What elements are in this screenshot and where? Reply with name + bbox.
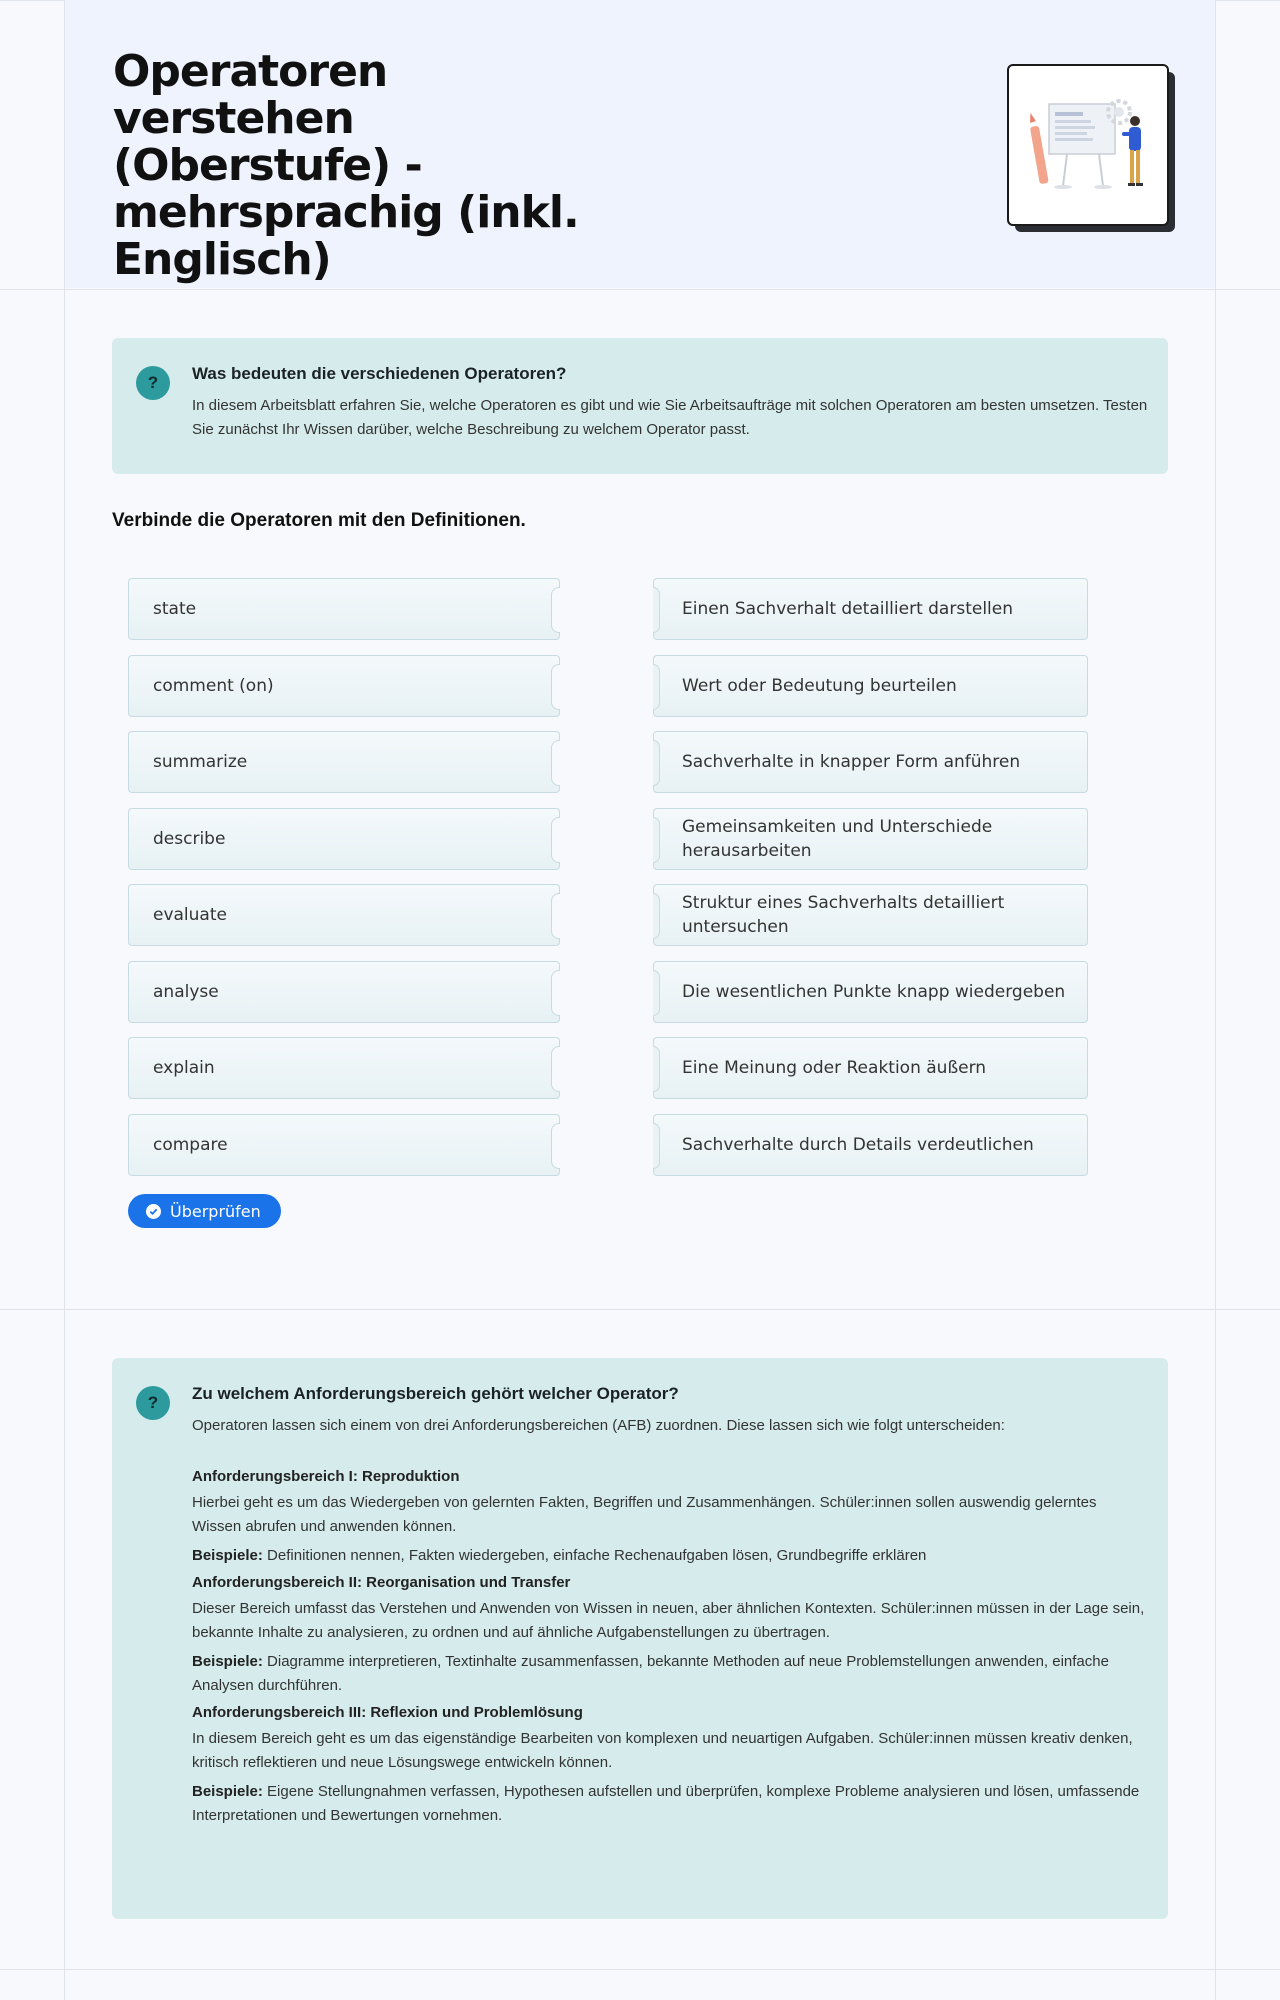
examples-label: Beispiele: (192, 1547, 263, 1564)
definition-card[interactable]: Die wesentlichen Punkte knapp wiedergeben (653, 961, 1088, 1023)
afb-section-title: Anforderungsbereich II: Reorganisation und Transfer (192, 1574, 571, 1591)
page-header (65, 0, 1215, 288)
definition-card[interactable]: Sachverhalte in knapper Form anführen (653, 731, 1088, 793)
definition-card[interactable]: Einen Sachverhalt detailliert darstellen (653, 578, 1088, 640)
intro-text: In diesem Arbeitsblatt erfahren Sie, welche Operatoren es gibt und wie Sie Arbeitsaufträge mit solchen Operatoren am besten umsetzen. Testen Sie zunächst Ihr Wissen darüber, welche Beschreibung zu welchem Operator passt. (192, 397, 1148, 438)
check-circle-icon (146, 1204, 161, 1219)
intro-title: Was bedeuten die verschiedenen Operatoren? (192, 364, 567, 383)
afb-section (192, 1574, 1148, 1698)
page-title: Operatoren verstehen (Oberstufe) - mehrsprachig (inkl. Englisch) (113, 46, 579, 285)
afb-section-examples (192, 1780, 1148, 1828)
afb-intro: Operatoren lassen sich einem von drei Anforderungsbereichen (AFB) zuordnen. Diese lassen sich wie folgt unterscheiden: (192, 1417, 1005, 1434)
definition-card[interactable]: Sachverhalte durch Details verdeutlichen (653, 1114, 1088, 1176)
afb-title: Zu welchem Anforderungsbereich gehört welcher Operator? (192, 1384, 679, 1403)
examples-label: Beispiele: (192, 1653, 263, 1670)
grid-line-left (64, 0, 65, 2000)
task-heading: Verbinde die Operatoren mit den Definitionen. (112, 510, 526, 531)
operator-card[interactable]: state (128, 578, 560, 640)
definition-card[interactable]: Struktur eines Sachverhalts detailliert untersuchen (653, 884, 1088, 946)
presentation-illustration (1007, 64, 1169, 226)
definition-card[interactable]: Gemeinsamkeiten und Unterschiede herausarbeiten (653, 808, 1088, 870)
afb-section-examples (192, 1544, 1148, 1568)
definition-card[interactable]: Eine Meinung oder Reaktion äußern (653, 1037, 1088, 1099)
examples-label: Beispiele: (192, 1783, 263, 1800)
afb-section-text: In diesem Bereich geht es um das eigenständige Bearbeiten von komplexen und neuartigen Aufgaben. Schüler:innen müssen kreativ denken, kritisch reflektieren und neue Lösungswege entwickeln können. (192, 1730, 1133, 1771)
grid-line-bottom (0, 1969, 1280, 1970)
examples-text: Eigene Stellungnahmen verfassen, Hypothesen aufstellen und überprüfen, komplexe Probleme analysieren und lösen, umfassende Interpretationen und Bewertungen vornehmen. (192, 1783, 1140, 1824)
grid-line-right (1215, 0, 1216, 2000)
examples-text: Diagramme interpretieren, Textinhalte zusammenfassen, bekannte Methoden auf neue Problemstellungen anwenden, einfache Analysen durchführen. (192, 1653, 1109, 1694)
operator-card[interactable]: explain (128, 1037, 560, 1099)
examples-text: Definitionen nennen, Fakten wiedergeben, einfache Rechenaufgaben lösen, Grundbegriffe erklären (267, 1547, 927, 1564)
operator-card[interactable]: evaluate (128, 884, 560, 946)
afb-section (192, 1704, 1148, 1828)
intro-info-box (112, 338, 1168, 474)
check-button-label: Überprüfen (170, 1201, 261, 1221)
operator-card[interactable]: summarize (128, 731, 560, 793)
afb-section-text: Hierbei geht es um das Wiedergeben von gelernten Fakten, Begriffen und Zusammenhängen. Schüler:innen sollen auswendig gelerntes Wissen abrufen und anwenden können. (192, 1494, 1097, 1535)
afb-section-text: Dieser Bereich umfasst das Verstehen und Anwenden von Wissen in neuen, aber ähnlichen Kontexten. Schüler:innen müssen in der Lage sein, bekannte Inhalte zu analysieren, zu ordnen und auf ähnliche Aufgabenstellungen zu übertragen. (192, 1600, 1145, 1641)
afb-sections (192, 1468, 1148, 1828)
question-icon: ? (136, 1386, 170, 1420)
operator-card[interactable]: describe (128, 808, 560, 870)
afb-section (192, 1468, 1148, 1568)
afb-section-title: Anforderungsbereich III: Reflexion und Problemlösung (192, 1704, 583, 1721)
intro-info-body (192, 364, 1148, 442)
grid-line-header (0, 289, 1280, 290)
afb-info-box (112, 1358, 1168, 1919)
question-icon: ? (136, 366, 170, 400)
check-button[interactable] (128, 1194, 281, 1228)
definition-card[interactable]: Wert oder Bedeutung beurteilen (653, 655, 1088, 717)
grid-line-section (0, 1309, 1280, 1310)
presenter-board-icon (1009, 66, 1167, 224)
afb-section-examples (192, 1650, 1148, 1698)
afb-section-title: Anforderungsbereich I: Reproduktion (192, 1468, 460, 1485)
afb-info-body (192, 1384, 1148, 1834)
operator-card[interactable]: comment (on) (128, 655, 560, 717)
operator-card[interactable]: compare (128, 1114, 560, 1176)
operator-card[interactable]: analyse (128, 961, 560, 1023)
